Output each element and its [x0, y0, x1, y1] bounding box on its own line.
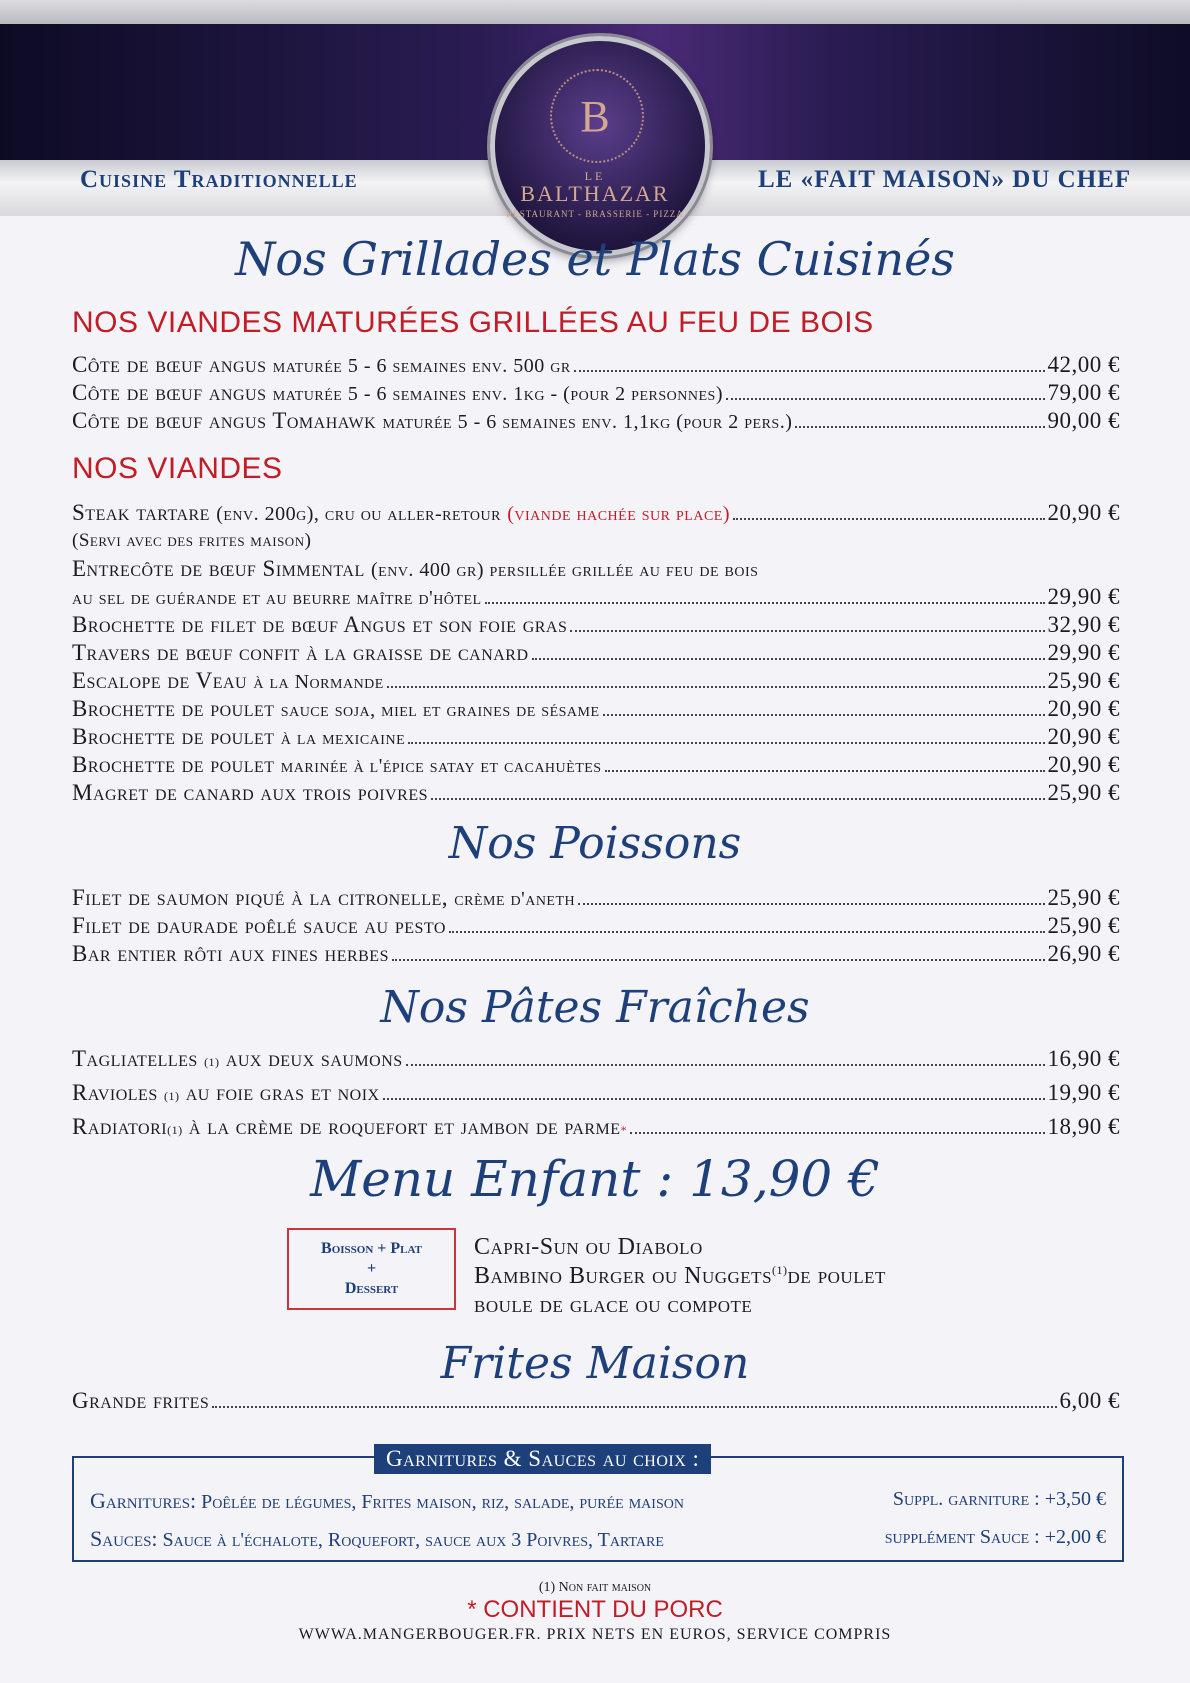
- menu-item: [72, 640, 1120, 666]
- item-desc: (env. 400 gr) persillée grillée au feu de bois: [371, 559, 759, 581]
- item-desc: marinée à l'épice satay et cacahuètes: [280, 755, 602, 777]
- left-slogan: Cuisine Traditionnelle: [80, 166, 358, 193]
- menu-item: [72, 584, 1120, 610]
- pork-warning: * CONTIENT DU PORC: [467, 1596, 723, 1623]
- item-name: Bar entier rôti aux fines herbes: [72, 941, 389, 966]
- item-name: Côte de bœuf angus Tomahawk: [72, 408, 377, 433]
- item-footnote: (1): [204, 1055, 220, 1069]
- item-name: Brochette de filet de bœuf Angus et son foie gras: [72, 612, 568, 637]
- item-price: 20,90 €: [1047, 500, 1120, 525]
- pork-star: *: [620, 1123, 628, 1137]
- menu-item: [72, 1080, 1120, 1106]
- garnitures-box: [72, 1446, 1124, 1562]
- item-price: 25,90 €: [1047, 780, 1120, 805]
- menu-item: [72, 1046, 1120, 1072]
- item-desc-highlight: (viande hachée sur place): [507, 503, 731, 525]
- menu-item: [72, 380, 1120, 406]
- item-price: 32,90 €: [1047, 612, 1120, 637]
- logo-subtitle: RESTAURANT - BRASSERIE - PIZZA: [506, 209, 684, 219]
- menu-item: [72, 668, 1120, 694]
- main-title: Nos Grillades et Plats Cuisinés: [235, 232, 955, 286]
- kids-line-drink: Capri-Sun ou Diabolo: [474, 1234, 703, 1260]
- item-price: 29,90 €: [1047, 640, 1120, 665]
- item-name: Steak tartare: [72, 500, 210, 525]
- menu-item: [72, 352, 1120, 378]
- garnitures-label: Garnitures:: [90, 1488, 197, 1513]
- item-name: Côte de bœuf angus: [72, 352, 267, 377]
- item-price: 29,90 €: [1047, 584, 1120, 609]
- menu-item: [72, 913, 1120, 939]
- sauces-line: [90, 1526, 1106, 1552]
- sauces-label: Sauces:: [90, 1526, 158, 1551]
- kids-line-dessert: boule de glace ou compote: [474, 1292, 753, 1318]
- item-name: Ravioles: [72, 1080, 158, 1105]
- menu-item: [72, 1114, 1120, 1140]
- menu-item: [72, 500, 1120, 526]
- kids-dish-text: Bambino Burger ou Nuggets: [474, 1263, 773, 1289]
- item-name-rest: aux deux saumons: [225, 1046, 403, 1071]
- item-name-rest: au foie gras et noix: [185, 1080, 380, 1105]
- item-name: Entrecôte de bœuf Simmental: [72, 556, 365, 581]
- logo-name: BALTHAZAR: [520, 181, 670, 206]
- item-name: Filet de daurade poêlé sauce au pesto: [72, 913, 446, 938]
- poissons-title: Nos Poissons: [448, 818, 742, 869]
- menu-enfant-title: Menu Enfant : 13,90 €: [310, 1150, 880, 1208]
- item-footnote: (1): [167, 1123, 183, 1137]
- item-name: Escalope de Veau: [72, 668, 248, 693]
- item-name-rest: à la crème de roquefort et jambon de parme: [188, 1114, 621, 1139]
- item-name: Côte de bœuf angus: [72, 380, 267, 405]
- garnitures-line: [90, 1488, 1106, 1514]
- menu-item: [72, 780, 1120, 806]
- item-footnote: (1): [163, 1089, 180, 1103]
- item-desc: à la mexicaine: [280, 727, 406, 749]
- garnitures-title: Garnitures & Sauces au choix :: [374, 1444, 711, 1474]
- footer-info: WWWA.MANGERBOUGER.FR. PRIX NETS EN EUROS, SERVICE COMPRIS: [298, 1626, 892, 1643]
- item-price: 79,00 €: [1047, 380, 1120, 405]
- item-price: 20,90 €: [1047, 752, 1120, 777]
- logo-letter: B: [580, 92, 610, 141]
- item-price: 18,90 €: [1047, 1114, 1120, 1139]
- item-desc: crème d'aneth: [454, 888, 576, 910]
- frites-title: Frites Maison: [440, 1338, 750, 1389]
- item-price: 20,90 €: [1047, 696, 1120, 721]
- garnitures-supplement: Suppl. garniture : +3,50 €: [892, 1488, 1106, 1510]
- item-note: (Servi avec des frites maison): [72, 530, 312, 551]
- item-name: Magret de canard aux trois poivres: [72, 780, 428, 805]
- item-price: 90,00 €: [1047, 408, 1120, 433]
- item-price: 25,90 €: [1047, 668, 1120, 693]
- item-desc: à la Normande: [253, 671, 384, 693]
- item-desc: au sel de guérande et au beurre maître d'hôtel: [72, 587, 482, 609]
- logo-le: LE: [584, 169, 606, 183]
- section-title-viandes: NOS VIANDES: [72, 452, 283, 485]
- item-name: Grande frites: [72, 1388, 210, 1413]
- item-name: Brochette de poulet: [72, 724, 275, 749]
- item-name: Travers de bœuf confit à la graisse de canard: [72, 640, 529, 665]
- section-title-maturees: NOS VIANDES MATURÉES GRILLÉES AU FEU DE BOIS: [72, 306, 874, 339]
- kids-box-line: +: [366, 1260, 377, 1277]
- menu-item: [72, 696, 1120, 722]
- sauces-text: Sauce à l'échalote, Roquefort, sauce aux 3 Poivres, Tartare: [162, 1529, 664, 1551]
- restaurant-logo: [490, 36, 710, 256]
- menu-item: [72, 752, 1120, 778]
- menu-item: [72, 612, 1120, 638]
- footnote-non-fait-maison: (1) Non fait maison: [538, 1580, 652, 1595]
- item-price: 42,00 €: [1047, 352, 1120, 377]
- item-price: 25,90 €: [1047, 885, 1120, 910]
- right-slogan: LE «FAIT MAISON» DU CHEF: [758, 166, 1132, 193]
- item-price: 19,90 €: [1047, 1080, 1120, 1105]
- menu-item: [72, 408, 1120, 434]
- sauces-supplement: supplément Sauce : +2,00 €: [884, 1526, 1106, 1548]
- kids-box-line: Dessert: [344, 1280, 399, 1297]
- item-desc: (env. 200g), cru ou aller-retour: [216, 503, 501, 525]
- kids-line-dish: [474, 1263, 886, 1290]
- menu-item: [72, 885, 1120, 911]
- item-desc: sauce soja, miel et graines de sésame: [280, 699, 600, 721]
- item-name: Filet de saumon piqué à la citronelle,: [72, 885, 449, 910]
- item-desc: maturée 5 - 6 semaines env. 500 gr: [272, 355, 571, 377]
- kids-dish-text-end: de poulet: [787, 1263, 886, 1289]
- menu-item: [72, 724, 1120, 750]
- menu-item-entrecote: [72, 556, 758, 582]
- kids-formula-box: [287, 1228, 456, 1310]
- item-price: 16,90 €: [1047, 1046, 1120, 1071]
- header-top-band: [0, 0, 1190, 24]
- item-price: 26,90 €: [1047, 941, 1120, 966]
- item-name: Radiatori: [72, 1114, 168, 1139]
- item-price: 25,90 €: [1047, 913, 1120, 938]
- item-desc: maturée 5 - 6 semaines env. 1kg - (pour 2 personnes): [272, 383, 723, 405]
- item-name: Brochette de poulet: [72, 752, 275, 777]
- kids-box-line: Boisson + Plat: [321, 1240, 422, 1257]
- garnitures-text: Poêlée de légumes, Frites maison, riz, salade, purée maison: [201, 1491, 684, 1513]
- item-price: 6,00 €: [1059, 1388, 1120, 1413]
- item-name: Brochette de poulet: [72, 696, 275, 721]
- item-name: Tagliatelles: [72, 1046, 198, 1071]
- menu-item: [72, 1388, 1120, 1414]
- pates-title: Nos Pâtes Fraîches: [380, 982, 810, 1033]
- item-price: 20,90 €: [1047, 724, 1120, 749]
- item-desc: maturée 5 - 6 semaines env. 1,1kg (pour 2 pers.): [382, 411, 793, 433]
- menu-item: [72, 941, 1120, 967]
- item-footnote: (1): [772, 1263, 788, 1277]
